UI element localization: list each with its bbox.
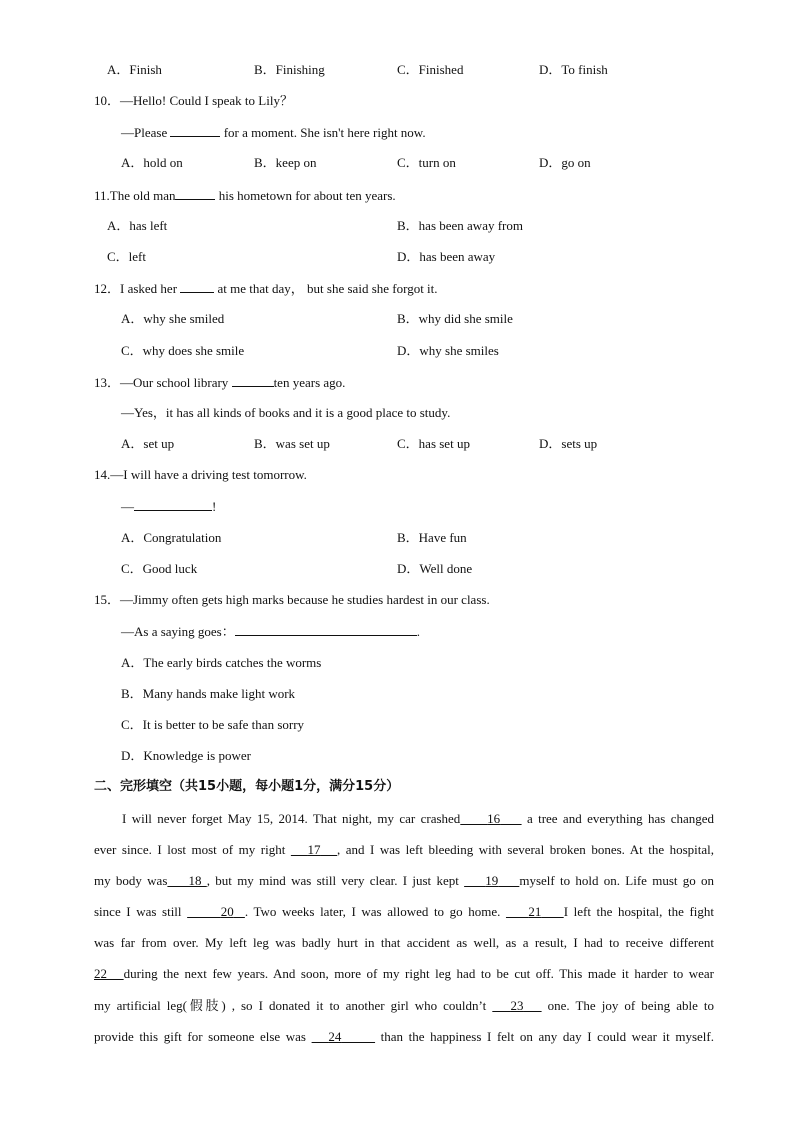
passage-text: . Two weeks later, I was allowed to go home. <box>244 904 501 920</box>
q13-stem-post: ten years ago. <box>273 375 346 390</box>
q14-stem: 14.—I will have a driving test tomorrow. <box>94 467 307 482</box>
blank-24 <box>312 1029 375 1044</box>
q11-blank <box>175 187 215 200</box>
passage-text: , and I was left bleeding with several broken bones. At the hospital, <box>337 842 715 858</box>
passage-text: during the next few years. And soon, more of my right leg had to be cut off. This made it harder to wear <box>123 966 714 982</box>
passage-text: myself to hold on. Life must go on <box>519 873 715 889</box>
passage-text: one. The joy of being able to <box>547 997 714 1013</box>
passage-line-6 <box>94 958 714 989</box>
q14-option-c: C．Good luck <box>121 561 198 576</box>
q12-option-b: B．why did she smile <box>397 311 513 326</box>
q11-option-b: B．has been away from <box>397 218 523 233</box>
passage-line-7 <box>94 990 714 1021</box>
q11-stem-post: his hometown for about ten years. <box>218 188 396 203</box>
blank-19-number: 19 <box>485 873 499 889</box>
q15-reply-post: . <box>416 624 420 639</box>
q10-option-a: A．hold on <box>121 155 183 170</box>
q14-option-a: A．Congratulation <box>121 530 222 545</box>
q11-stem-pre: 11.The old man <box>94 188 176 203</box>
q14-reply-post: ! <box>212 499 217 514</box>
q9-option-c: C．Finished <box>397 62 464 77</box>
blank-16-number: 16 <box>487 811 501 826</box>
q11-option-d: D．has been away <box>397 249 496 264</box>
q9-option-d: D．To finish <box>539 62 608 77</box>
blank-23-number: 23 <box>510 997 524 1013</box>
q15-option-b: B．Many hands make light work <box>121 686 296 701</box>
blank-20 <box>187 904 245 919</box>
q12-option-a: A．why she smiled <box>121 311 225 326</box>
q13-option-c: C．has set up <box>397 436 470 451</box>
q12-blank <box>180 280 214 293</box>
q14-blank <box>134 498 212 511</box>
q15-reply <box>121 623 420 640</box>
q14-reply-pre: — <box>121 499 134 514</box>
blank-17-number: 17 <box>307 842 321 858</box>
blank-16 <box>460 811 521 826</box>
blank-21-number: 21 <box>528 904 542 920</box>
q12-stem-post: at me that day， but she said she forgot it. <box>217 281 438 296</box>
q9-option-b: B．Finishing <box>254 62 325 77</box>
passage-line-5: was far from over. My left leg was badly hurt in that accident as well, as a result, I had to receive different <box>94 935 714 951</box>
q12-option-d: D．why she smiles <box>397 343 499 358</box>
blank-21 <box>506 904 564 919</box>
passage-text: , but my mind was still very clear. I just kept <box>206 873 459 889</box>
passage-text: a tree and everything has changed <box>526 811 715 826</box>
q13-option-d: D．sets up <box>539 436 598 451</box>
q13-stem <box>94 374 345 391</box>
passage-text: my artificial leg(假肢) , so I donated it to another girl who couldn’t <box>94 997 487 1013</box>
passage-line-8 <box>94 1021 714 1052</box>
passage-text: than the happiness I felt on any day I could wear it myself. <box>380 1028 715 1044</box>
q11-stem <box>94 187 396 204</box>
q10-reply <box>121 124 426 141</box>
q15-stem: 15．—Jimmy often gets high marks because he studies hardest in our class. <box>94 592 490 607</box>
passage-text: provide this gift for someone else was <box>94 1028 306 1044</box>
passage-line-2 <box>94 834 714 865</box>
q11-option-c: C．left <box>107 249 146 264</box>
blank-20-number: 20 <box>220 904 234 920</box>
passage-text: I left the hospital, the fight <box>563 904 715 920</box>
blank-22-number: 22 <box>94 966 107 982</box>
q11-option-a: A．has left <box>107 218 168 233</box>
q15-option-c: C．It is better to be safe than sorry <box>121 717 305 732</box>
q15-option-a: A．The early birds catches the worms <box>121 655 322 670</box>
blank-18 <box>167 873 206 888</box>
q10-option-c: C．turn on <box>397 155 456 170</box>
blank-17 <box>291 842 337 857</box>
q10-stem: 10．—Hello! Could I speak to Lily？ <box>94 93 293 108</box>
q10-option-b: B．keep on <box>254 155 317 170</box>
passage-line-3 <box>94 865 714 896</box>
passage-text: I will never forget May 15, 2014. That night, my car crashed <box>122 811 461 826</box>
q14-reply <box>121 498 216 515</box>
blank-19 <box>464 873 519 888</box>
passage-text: since I was still <box>94 904 182 920</box>
blank-18-number: 18 <box>188 873 202 889</box>
q13-reply: —Yes，it has all kinds of books and it is a good place to study. <box>121 405 451 420</box>
q13-option-a: A．set up <box>121 436 175 451</box>
q13-stem-pre: 13．—Our school library <box>94 375 229 390</box>
q14-option-d: D．Well done <box>397 561 473 576</box>
blank-23 <box>492 998 541 1013</box>
section-heading: 二、完形填空（共15小题，每小题1分，满分15分） <box>94 779 400 794</box>
q15-option-d: D．Knowledge is power <box>121 748 251 763</box>
q9-option-a: A．Finish <box>107 62 162 77</box>
blank-22 <box>94 966 124 981</box>
q10-blank <box>170 124 220 137</box>
passage-text: ever since. I lost most of my right <box>94 842 286 858</box>
q14-option-b: B．Have fun <box>397 530 467 545</box>
passage-line-1 <box>94 803 714 834</box>
q12-stem <box>94 280 438 297</box>
cloze-passage <box>94 803 714 1052</box>
blank-24-number: 24 <box>328 1028 342 1044</box>
passage-line-4 <box>94 896 714 927</box>
passage-text: my body was <box>94 873 168 889</box>
q12-stem-pre: 12．I asked her <box>94 281 178 296</box>
q12-option-c: C．why does she smile <box>121 343 245 358</box>
q10-reply-pre: —Please <box>121 125 168 140</box>
q15-blank <box>235 623 417 636</box>
q13-blank <box>232 374 274 387</box>
q10-option-d: D．go on <box>539 155 591 170</box>
q15-reply-pre: —As a saying goes： <box>121 624 235 639</box>
q10-reply-post: for a moment. She isn't here right now. <box>223 125 426 140</box>
q13-option-b: B．was set up <box>254 436 330 451</box>
